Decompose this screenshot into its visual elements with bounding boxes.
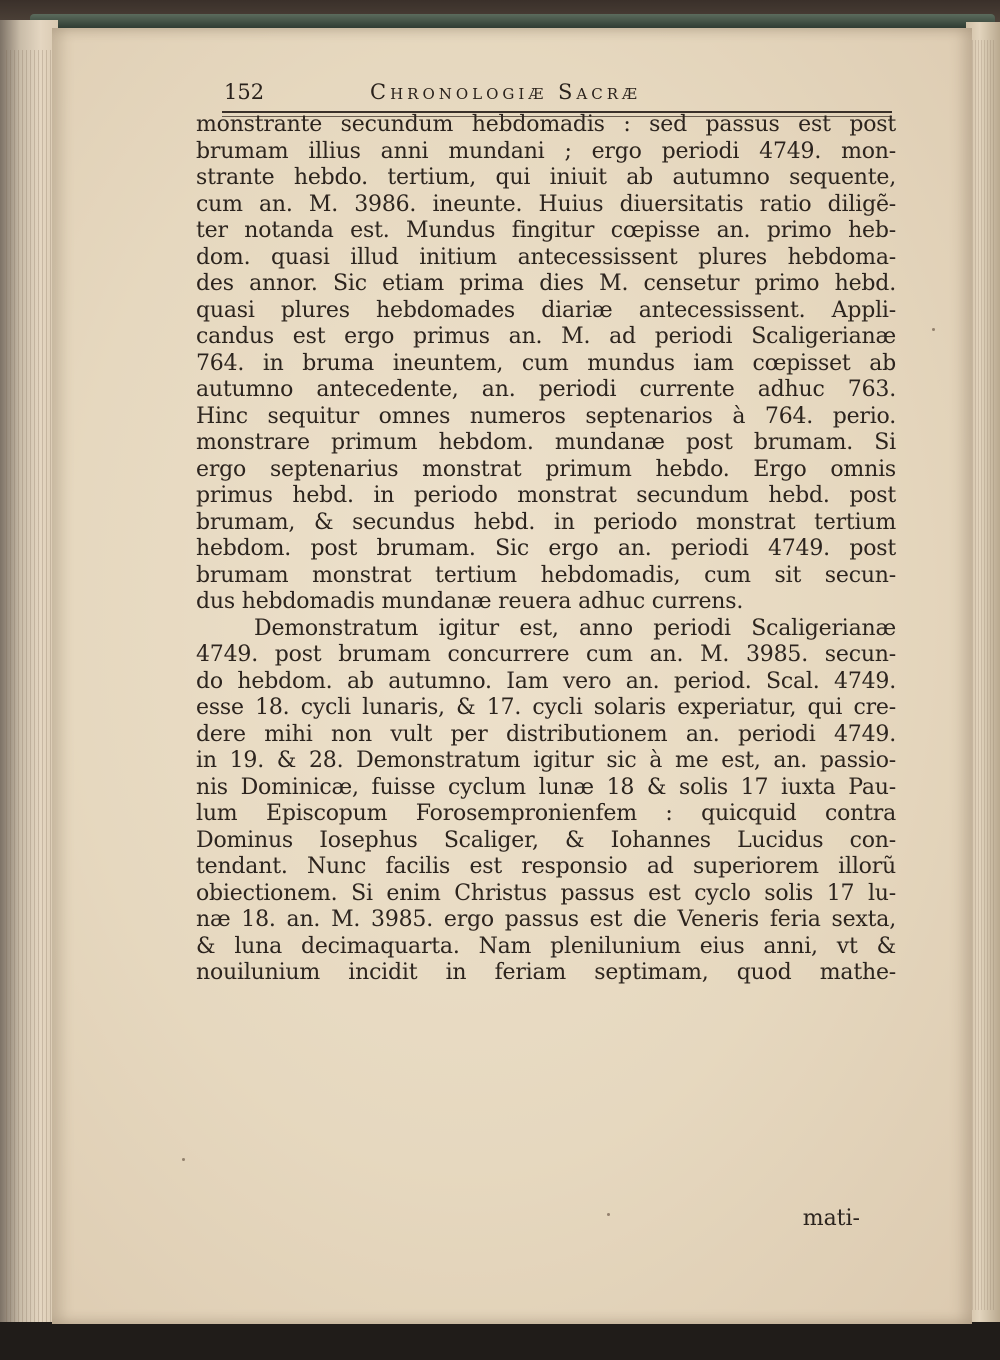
text-line: Hinc sequitur omnes numeros septenarios à 764. perio. — [196, 403, 896, 429]
paper-speck — [932, 328, 935, 331]
text-line: obiectionem. Si enim Christus passus est cyclo solis 17 lu- — [196, 880, 896, 906]
text-line: brumam illius anni mundani ; ergo periodi 4749. mon- — [196, 138, 896, 164]
page-stack-left — [0, 20, 58, 1330]
paper-speck — [607, 1213, 610, 1216]
text-line: esse 18. cycli lunaris, & 17. cycli solaris experiatur, qui cre- — [196, 695, 896, 720]
text-line: monstrante secundum hebdomadis : sed passus est post — [196, 112, 896, 137]
text-line: Dominus Iosephus Scaliger, & Iohannes Lucidus con- — [196, 827, 896, 853]
text-line: 764. in bruma ineuntem, cum mundus iam cœpisset ab — [196, 350, 896, 376]
book-bottom-edge — [0, 1322, 1000, 1360]
text-line: autumno antecedente, an. periodi currente adhuc 763. — [196, 377, 896, 402]
running-title: Chronologiæ Sacræ — [370, 80, 642, 104]
text-line: do hebdom. ab autumno. Iam vero an. period. Scal. 4749. — [196, 668, 896, 694]
text-line: in 19. & 28. Demonstratum igitur sic à me est, an. passio- — [196, 748, 896, 773]
text-line: dere mihi non vult per distributionem an. periodi 4749. — [196, 721, 896, 747]
text-line: candus est ergo primus an. M. ad periodi Scaligerianæ — [196, 324, 896, 349]
text-line: nouilunium incidit in feriam septimam, quod mathe- — [196, 960, 896, 985]
text-line: & luna decimaquarta. Nam plenilunium eius anni, vt & — [196, 933, 896, 959]
text-line: dom. quasi illud initium antecessissent plures hebdoma- — [196, 244, 896, 270]
body-text — [196, 112, 896, 987]
text-line: brumam, & secundus hebd. in periodo monstrat tertium — [196, 509, 896, 535]
text-line: primus hebd. in periodo monstrat secundum hebd. post — [196, 483, 896, 508]
text-line: dus hebdomadis mundanæ reuera adhuc currens. — [196, 589, 744, 614]
text-line: næ 18. an. M. 3985. ergo passus est die Veneris feria sexta, — [196, 907, 896, 932]
text-line: lum Episcopum Forosempronienfem : quicquid contra — [196, 801, 896, 826]
catchword: mati- — [802, 1206, 860, 1231]
text-line: strante hebdo. tertium, qui iniuit ab autumno sequente, — [196, 165, 896, 190]
paragraph-first-line: Demonstratum igitur est, anno periodi Scaligerianæ — [254, 615, 896, 641]
text-line: brumam monstrat tertium hebdomadis, cum sit secun- — [196, 562, 896, 588]
paper-speck — [182, 1158, 185, 1161]
page-edges-right — [972, 40, 994, 1310]
page-header — [222, 74, 898, 114]
text-line: ergo septenarius monstrat primum hebdo. Ergo omnis — [196, 456, 896, 482]
page-edges-left — [6, 50, 52, 1330]
text-line: hebdom. post brumam. Sic ergo an. periodi 4749. post — [196, 536, 896, 561]
text-line: des annor. Sic etiam prima dies M. censetur primo hebd. — [196, 271, 896, 296]
text-line: 4749. post brumam concurrere cum an. M. 3985. secun- — [196, 642, 896, 667]
text-line: tendant. Nunc facilis est responsio ad superiorem illorũ — [196, 854, 896, 879]
text-line: quasi plures hebdomades diariæ antecessissent. Appli- — [196, 297, 896, 323]
page-number: 152 — [224, 80, 265, 104]
binding-strip — [30, 14, 995, 28]
text-line: cum an. M. 3986. ineunte. Huius diuersitatis ratio diligẽ- — [196, 191, 896, 217]
text-line: nis Dominicæ, fuisse cyclum lunæ 18 & solis 17 iuxta Pau- — [196, 774, 896, 800]
text-line: monstrare primum hebdom. mundanæ post brumam. Si — [196, 430, 896, 455]
text-line: ter notanda est. Mundus fingitur cœpisse an. primo heb- — [196, 218, 896, 243]
